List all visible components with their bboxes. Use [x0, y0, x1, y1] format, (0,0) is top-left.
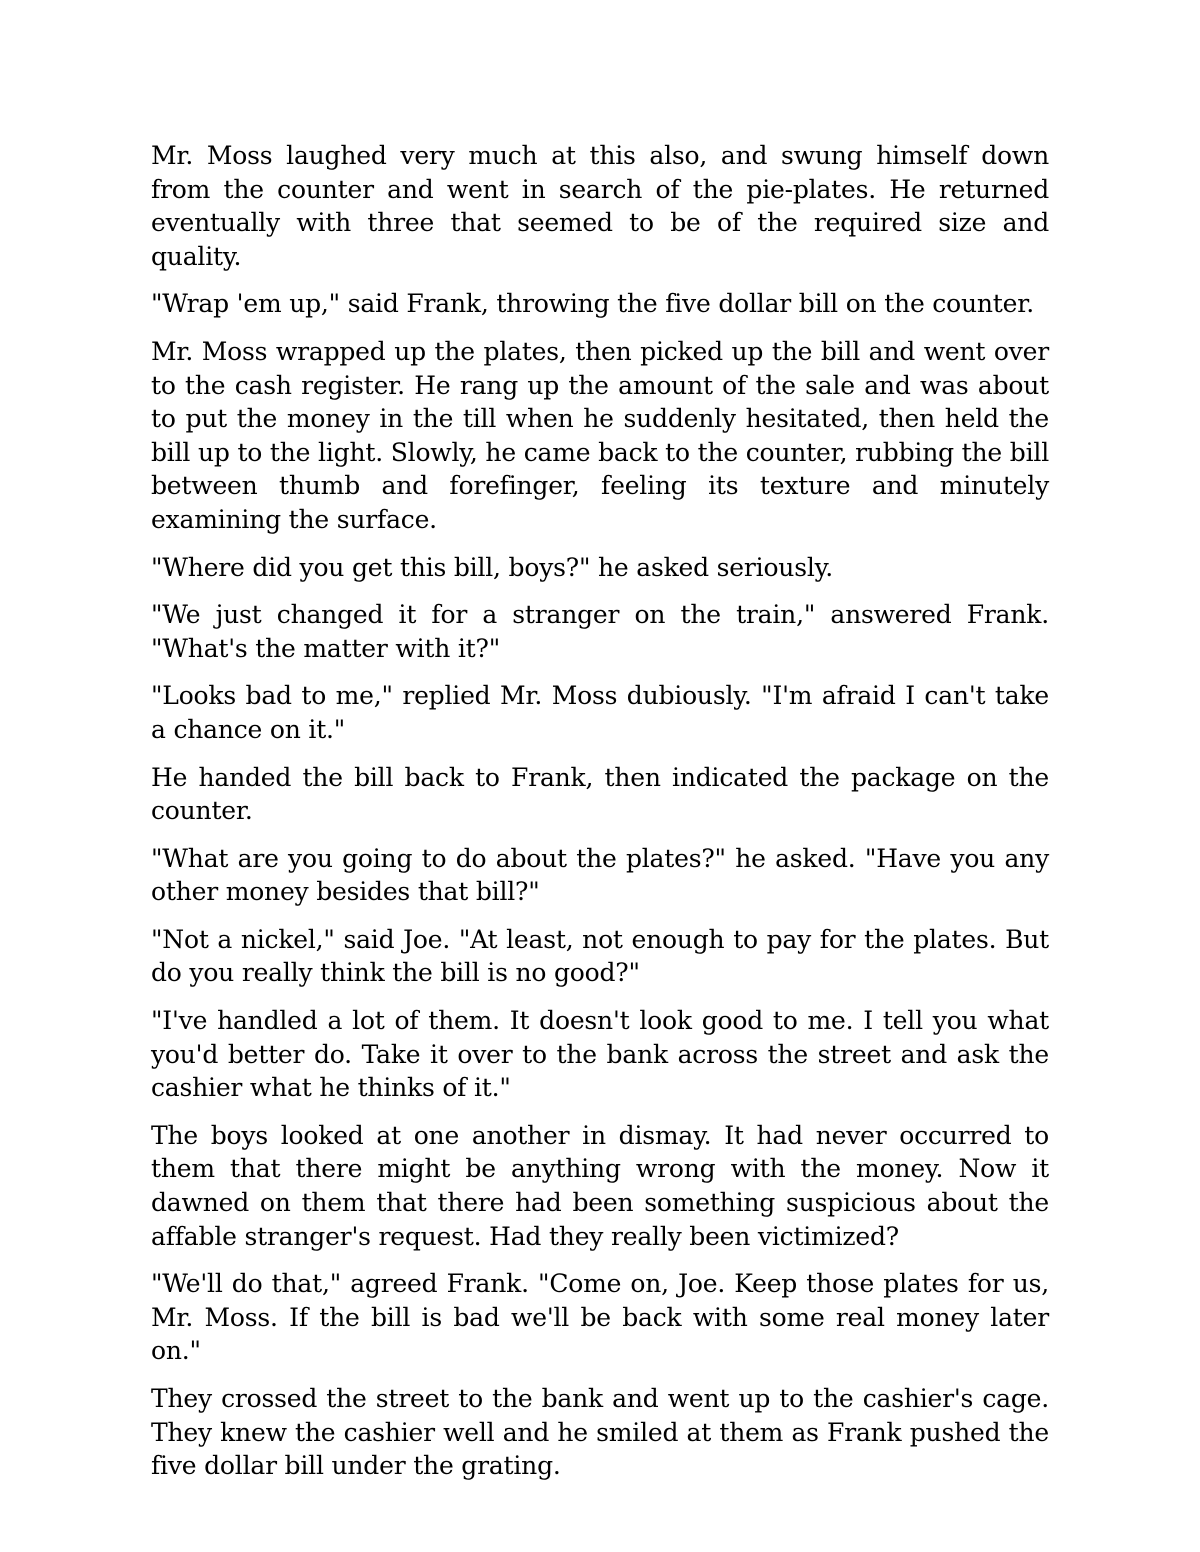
paragraph: "Where did you get this bill, boys?" he asked seriously.: [151, 552, 833, 582]
paragraph: "We'll do that," agreed Frank. "Come on, Joe. Keep those plates for us, Mr. Moss. If the bill is bad we'll be back with some real money later on.": [151, 1269, 1049, 1366]
paragraph: Mr. Moss wrapped up the plates, then picked up the bill and went over to the cash register. He rang up the amount of the sale and was about to put the money in the till when he suddenly hesitated, then held the bill up to the light. Slowly, he came back to the counter, rubbing the bill between thumb and forefinger, feeling its texture and minutely examining the surface.: [151, 336, 1049, 534]
paragraph: Mr. Moss laughed very much at this also, and swung himself down from the counter and went in search of the pie-plates. He returned eventually with three that seemed to be of the required size and quality.: [151, 141, 1049, 271]
paragraph: "I've handled a lot of them. It doesn't look good to me. I tell you what you'd better do. Take it over to the bank across the street and ask the cashier what he thinks of it.": [151, 1006, 1049, 1103]
paragraph: "We just changed it for a stranger on the train," answered Frank. "What's the matter with it?": [151, 600, 1049, 663]
paragraph: "Not a nickel," said Joe. "At least, not enough to pay for the plates. But do you really think the bill is no good?": [151, 924, 1049, 988]
paragraph: They crossed the street to the bank and went up to the cashier's cage. They knew the cashier well and he smiled at them as Frank pushed the five dollar bill under the grating.: [151, 1384, 1049, 1481]
paragraph: "What are you going to do about the plates?" he asked. "Have you any other money besides that bill?": [151, 843, 1049, 907]
text-column: [151, 139, 1049, 1483]
paragraph: "Wrap 'em up," said Frank, throwing the five dollar bill on the counter.: [151, 289, 1034, 319]
paragraph: The boys looked at one another in dismay. It had never occurred to them that there might be anything wrong with the money. Now it dawned on them that there had been something suspicious about the affable stranger's request. Had they really been victimized?: [151, 1120, 1049, 1251]
paragraph: "Looks bad to me," replied Mr. Moss dubiously. "I'm afraid I can't take a chance on it.": [151, 681, 1049, 744]
paragraph: He handed the bill back to Frank, then indicated the package on the counter.: [151, 762, 1049, 826]
